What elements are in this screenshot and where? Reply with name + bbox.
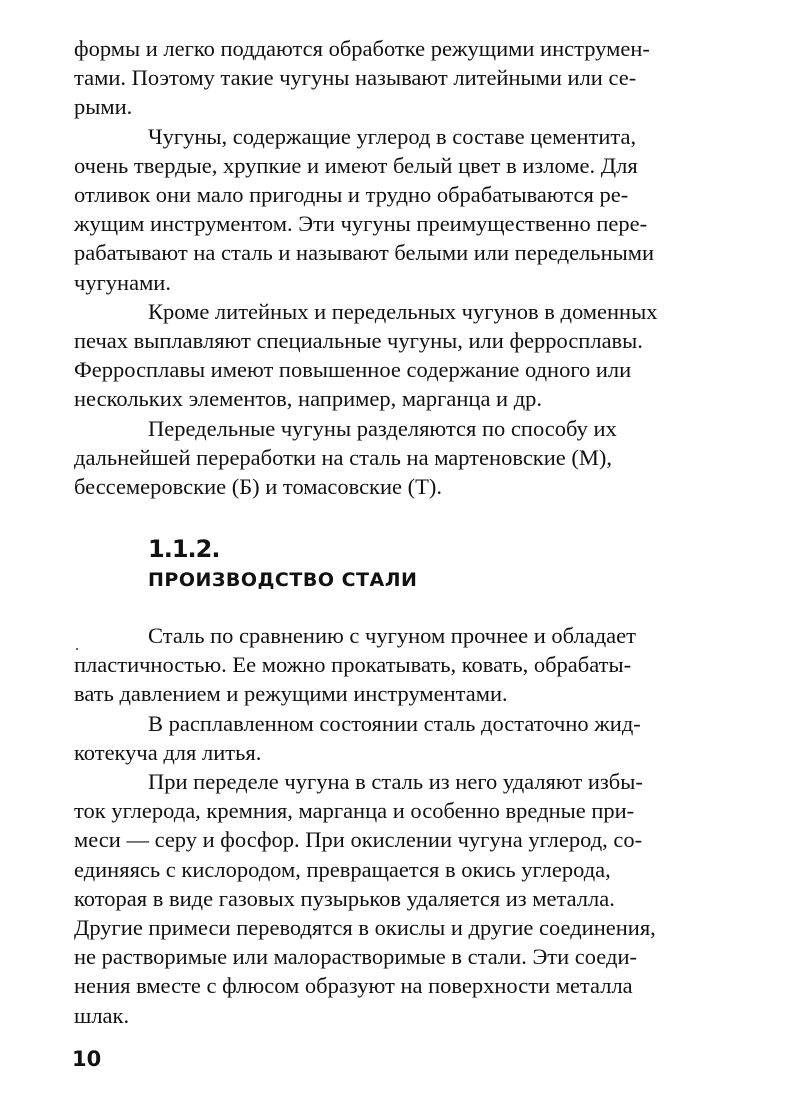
text-line: которая в виде газовых пузырьков удаляется из металла. — [74, 885, 615, 911]
paragraph-molten-steel — [74, 709, 722, 767]
text-line: вать давлением и режущими инструментами. — [74, 681, 508, 707]
text-line: шлак. — [74, 1002, 130, 1028]
paragraph-white-cast-iron — [74, 122, 722, 297]
text-line: единяясь с кислородом, превращается в окись углерода, — [74, 856, 611, 882]
top-text-block — [74, 34, 722, 501]
text-line: формы и легко поддаются обработке режущими инструмен- — [74, 36, 650, 61]
text-line: отливок они мало пригодны и трудно обрабатываются ре- — [74, 182, 629, 208]
section-number: 1.1.2. — [148, 535, 220, 563]
page-number: 10 — [72, 1047, 102, 1071]
text-line: рабатывают на сталь и называют белыми или передельными — [74, 240, 655, 266]
paragraph-ferroalloys — [74, 297, 722, 414]
section-title: ПРОИЗВОДСТВО СТАЛИ — [148, 569, 418, 591]
text-line: При переделе чугуна в сталь из него удаляют избы- — [148, 769, 643, 795]
text-line: ток углерода, кремния, марганца и особенно вредные при- — [74, 798, 635, 824]
text-line: Передельные чугуны разделяются по способу их — [148, 415, 617, 441]
bottom-text-block — [74, 621, 722, 1030]
text-line: тами. Поэтому такие чугуны называют литейными или се- — [74, 65, 637, 91]
text-line: бессемеровские (Б) и томасовские (Т). — [74, 474, 442, 500]
text-line: котекуча для литья. — [74, 739, 262, 765]
text-line: Кроме литейных и передельных чугунов в доменных — [148, 298, 658, 324]
text-line: пластичностью. Ее можно прокатывать, ковать, обрабаты- — [74, 652, 632, 678]
text-line: не растворимые или малорастворимые в стали. Эти соеди- — [74, 944, 637, 970]
text-line: рыми. — [74, 94, 133, 120]
text-line: нескольких элементов, например, марганца и др. — [74, 386, 543, 412]
text-line: нения вместе с флюсом образуют на поверхности металла — [74, 973, 633, 999]
text-line: печах выплавляют специальные чугуны, или ферросплавы. — [74, 328, 643, 354]
paragraph-steel-properties — [74, 621, 722, 709]
text-line: дальнейшей переработки на сталь на мартеновские (М), — [74, 444, 613, 470]
paragraph-conversion-types — [74, 414, 722, 502]
text-line: Чугуны, содержащие углерод в составе цементита, — [148, 123, 637, 149]
text-line: меси — серу и фосфор. При окислении чугуна углерод, со- — [74, 827, 643, 853]
text-line: Другие примеси переводятся в окислы и другие соединения, — [74, 915, 656, 941]
paragraph-cast-iron-gray — [74, 34, 722, 122]
text-line: чугунами. — [74, 269, 171, 295]
text-line: очень твердые, хрупкие и имеют белый цвет в изломе. Для — [74, 152, 638, 178]
text-line: жущим инструментом. Эти чугуны преимущественно пере- — [74, 211, 648, 237]
text-line: Сталь по сравнению с чугуном прочнее и обладает — [148, 623, 636, 648]
text-line: Ферросплавы имеют повышенное содержание одного или — [74, 357, 632, 383]
text-line: В расплавленном состоянии сталь достаточно жид- — [148, 710, 641, 736]
paragraph-conversion-process — [74, 767, 722, 1030]
